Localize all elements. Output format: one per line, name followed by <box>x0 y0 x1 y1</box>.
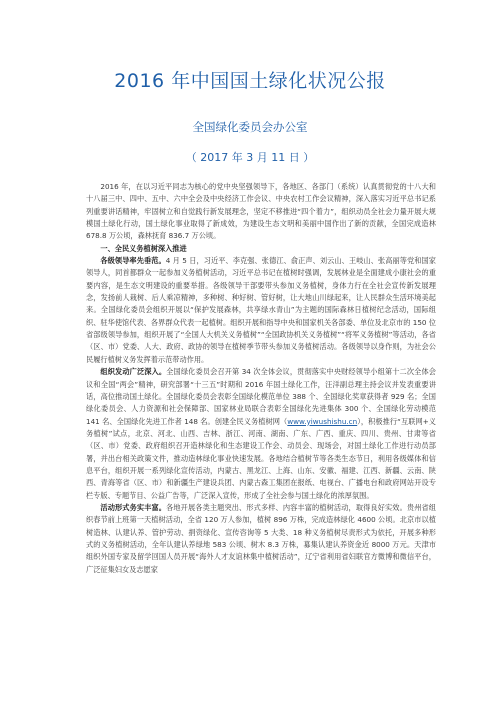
page-title: 2016 年中国国土绿化状况公报 <box>114 70 386 92</box>
paragraph-text: 各地开展各类主题突出、形式多样、内容丰富的植树活动，取得良好实效。贵州省组织春节前上班第一天植树活动，全省 120 万人参加，植树 896 万株，完成造林绿化 4600 公顷。北京市以植树造林、认建认养、管护劳动、捐资绿化、宣传咨询等 5 大类、18 种义务植树尽责形式为依托，开展多种形式的义务植树活动，全年认建认养绿地 583 公顷、树木 8.3 万株，募集认建认养资金近 8000 万元。天津市组织外国专家及留学回国人员开展“海外人才友谊林集中植树活动”，辽宁省利用省妇联官方微博和微信平台，广泛征集妇女及志愿家 <box>86 502 436 574</box>
paragraph-mobilization <box>86 366 436 502</box>
paragraph-leaders <box>86 255 436 366</box>
paragraph-lead: 组织发动广泛深入。 <box>100 367 167 377</box>
paragraph-text: 全国绿化委员会召开第 34 次全体会议，贯彻落实中央财经领导小组第十二次全体会议和全国“两会”精神，研究部署“十三五”时期和 2016 年国土绿化工作，汪洋副总理主持会议并发表重要讲话，高位推动国土绿化。全国绿化委员会表彰全国绿化模范单位 388 个、全国绿化奖章获得者 929 名；全国绿化委员会、人力资源和社会保障部、国家林业局联合表彰全国绿化先进集体 300 个、全国绿化劳动模范 141 名、全国绿化先进工作者 148 名。创建全民义务植树网（ <box>86 367 436 426</box>
paragraph-lead: 活动形式务实丰富。 <box>100 502 167 512</box>
website-link[interactable]: www.yiwushishu.cn <box>287 416 358 426</box>
paragraph-text: 4 月 5 日，习近平、李克强、张德江、俞正声、刘云山、王岐山、张高丽等党和国家领导人，同首都群众一起参加义务植树活动，习近平总书记在植树时强调，发展林业是全面建成小康社会的重要内容，是生态文明建设的重要举措。各级领导干部要带头参加义务植树，身体力行在全社会宣传新发展理念，发扬前人栽树、后人乘凉精神，多种树、种好树、管好树，让大地山川绿起来，让人民群众生活环境美起来。全国绿化委员会组织开展以“保护发展森林，共享绿水青山”为主题的国际森林日植树纪念活动，国际组织、驻华使馆代表、各界群众代表一起植树。组织开展和指导中央和国家机关各部委、单位及北京市的 150 位省部级领导参加，组织开展了“全国人大机关义务植树”“全国政协机关义务植树”“将军义务植树”等活动，各省（区、市）党委、人大、政府、政协的领导在植树季节带头参加义务植树活动。各级领导以身作则，为社会公民履行植树义务发挥着示范带动作用。 <box>86 256 436 364</box>
paragraph-text: ），积极推行“互联网+义务植树”试点，北京、河北、山西、吉林、浙江、河南、湖南、广东、广西、重庆、四川、贵州、甘肃等省（区、市）党委、政府组织召开造林绿化和生态建设工作会、动员会、现场会，对国土绿化工作进行动员部署，并出台相关政策文件，推动造林绿化事业快速发展。各地结合植树节等各类生态节日，利用各级媒体和信息平台，组织开展一系列绿化宣传活动，内蒙古、黑龙江、上海、山东、安徽、福建、江西、新疆、云南、陕西、青海等省（区、市）和新疆生产建设兵团、内蒙古森工集团在报纸、电视台、广播电台和政府网站开设专栏专版、专题节目、公益广告等，广泛深入宣传，形成了全社会参与国土绿化的浓厚氛围。 <box>86 416 436 500</box>
paragraph-lead: 各级领导率先垂范。 <box>100 256 166 266</box>
section-heading: 一、全民义务植树深入推进 <box>100 243 187 253</box>
publish-date: （ 2017 年 3 月 11 日 ） <box>185 151 315 164</box>
intro-paragraph: 2016 年，在以习近平同志为核心的党中央坚强领导下，各地区、各部门（系统）认真贯彻党的十八大和十八届三中、四中、五中、六中全会及中央经济工作会议、中央农村工作会议精神，深入落实习近平总书记系列重要讲话精神，牢固树立和自觉践行新发展理念，坚定不移推进“四个着力”，组织动员全社会力量开展大规模国土绿化行动，国土绿化事业取得了新成效，为建设生态文明和美丽中国作出了新的贡献，全国完成造林 678.8 万公顷，森林抚育 836.7 万公顷。 <box>86 182 436 241</box>
issuing-office: 全国绿化委员会办公室 <box>192 120 308 134</box>
paragraph-activities <box>86 502 436 576</box>
document-body <box>86 181 436 576</box>
